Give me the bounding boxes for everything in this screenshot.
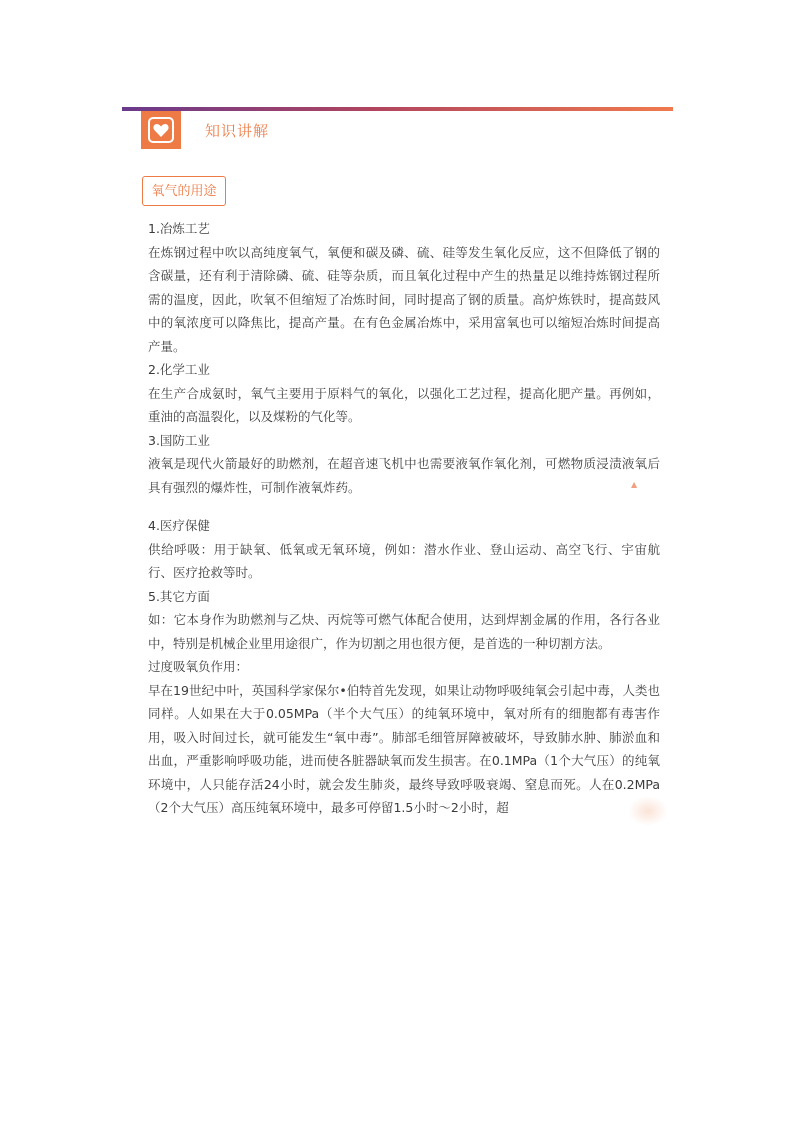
section-heading: 1.冶炼工艺 [148, 221, 210, 236]
section-heading: 5.其它方面 [148, 588, 210, 604]
section-heading: 3.国防工业 [148, 432, 210, 448]
section-header [141, 110, 269, 150]
topic-badge: 氧气的用途 [142, 176, 226, 206]
section-paragraph: 在炼钢过程中吹以高纯度氧气，氧便和碳及磷、硫、硅等发生氧化反应，这不但降低了钢的含碳量，还有利于清除磷、硫、硅等杂质，而且氧化过程中产生的热量足以维持炼钢过程所需的温度，因此，吹氧不但缩短了冶炼时间，同时提高了钢的质量。高炉炼铁时，提高鼓风中的氧浓度可以降焦比，提高产量。在有色金属冶炼中，采用富氧也可以缩短冶炼时间提高产量。 [148, 244, 660, 354]
section-paragraph: 供给呼吸：用于缺氧、低氧或无氧环境，例如：潜水作业、登山运动、高空飞行、宇宙航行、医疗抢救等时。 [148, 541, 660, 580]
section-heading: 过度吸氧负作用： [148, 659, 249, 674]
section-paragraph: 早在19世纪中叶，英国科学家保尔•伯特首先发现，如果让动物呼吸纯氧会引起中毒，人类也同样。人如果在大于0.05MPa（半个大气压）的纯氧环境中，氧对所有的细胞都有毒害作用，吸入时间过长，就可能发生“氧中毒”。肺部毛细管屏障被破坏，导致肺水肿、肺淤血和出血，严重影响呼吸功能，进而使各脏器缺氧而发生损害。在0.1MPa（1个大气压）的纯氧环境中，人只能存活24小时，就会发生肺炎，最终导致呼吸衰竭、窒息而死。人在0.2MPa（2个大气压）高压纯氧环境中，最多可停留1.5小时～2小时，超 [148, 682, 660, 815]
decorative-smudge [628, 796, 668, 826]
section-title: 知识讲解 [205, 121, 270, 140]
heart-badge-icon [141, 111, 181, 149]
section-paragraph: 如：它本身作为助燃剂与乙炔、丙烷等可燃气体配合使用，达到焊割金属的作用，各行各业中，特别是机械企业里用途很广，作为切割之用也很方便，是首选的一种切割方法。 [148, 612, 660, 651]
section-paragraph: 在生产合成氨时，氧气主要用于原料气的氧化，以强化工艺过程，提高化肥产量。再例如，重油的高温裂化，以及煤粉的气化等。 [148, 385, 660, 424]
article-body [148, 217, 660, 820]
section-paragraph: 液氧是现代火箭最好的助燃剂，在超音速飞机中也需要液氧作氧化剂，可燃物质浸渍液氧后具有强烈的爆炸性，可制作液氧炸药。 [148, 456, 660, 495]
section-heading: 4.医疗保健 [148, 518, 210, 533]
section-heading: 2.化学工业 [148, 362, 210, 377]
decorative-caret: ▲ [631, 480, 638, 489]
